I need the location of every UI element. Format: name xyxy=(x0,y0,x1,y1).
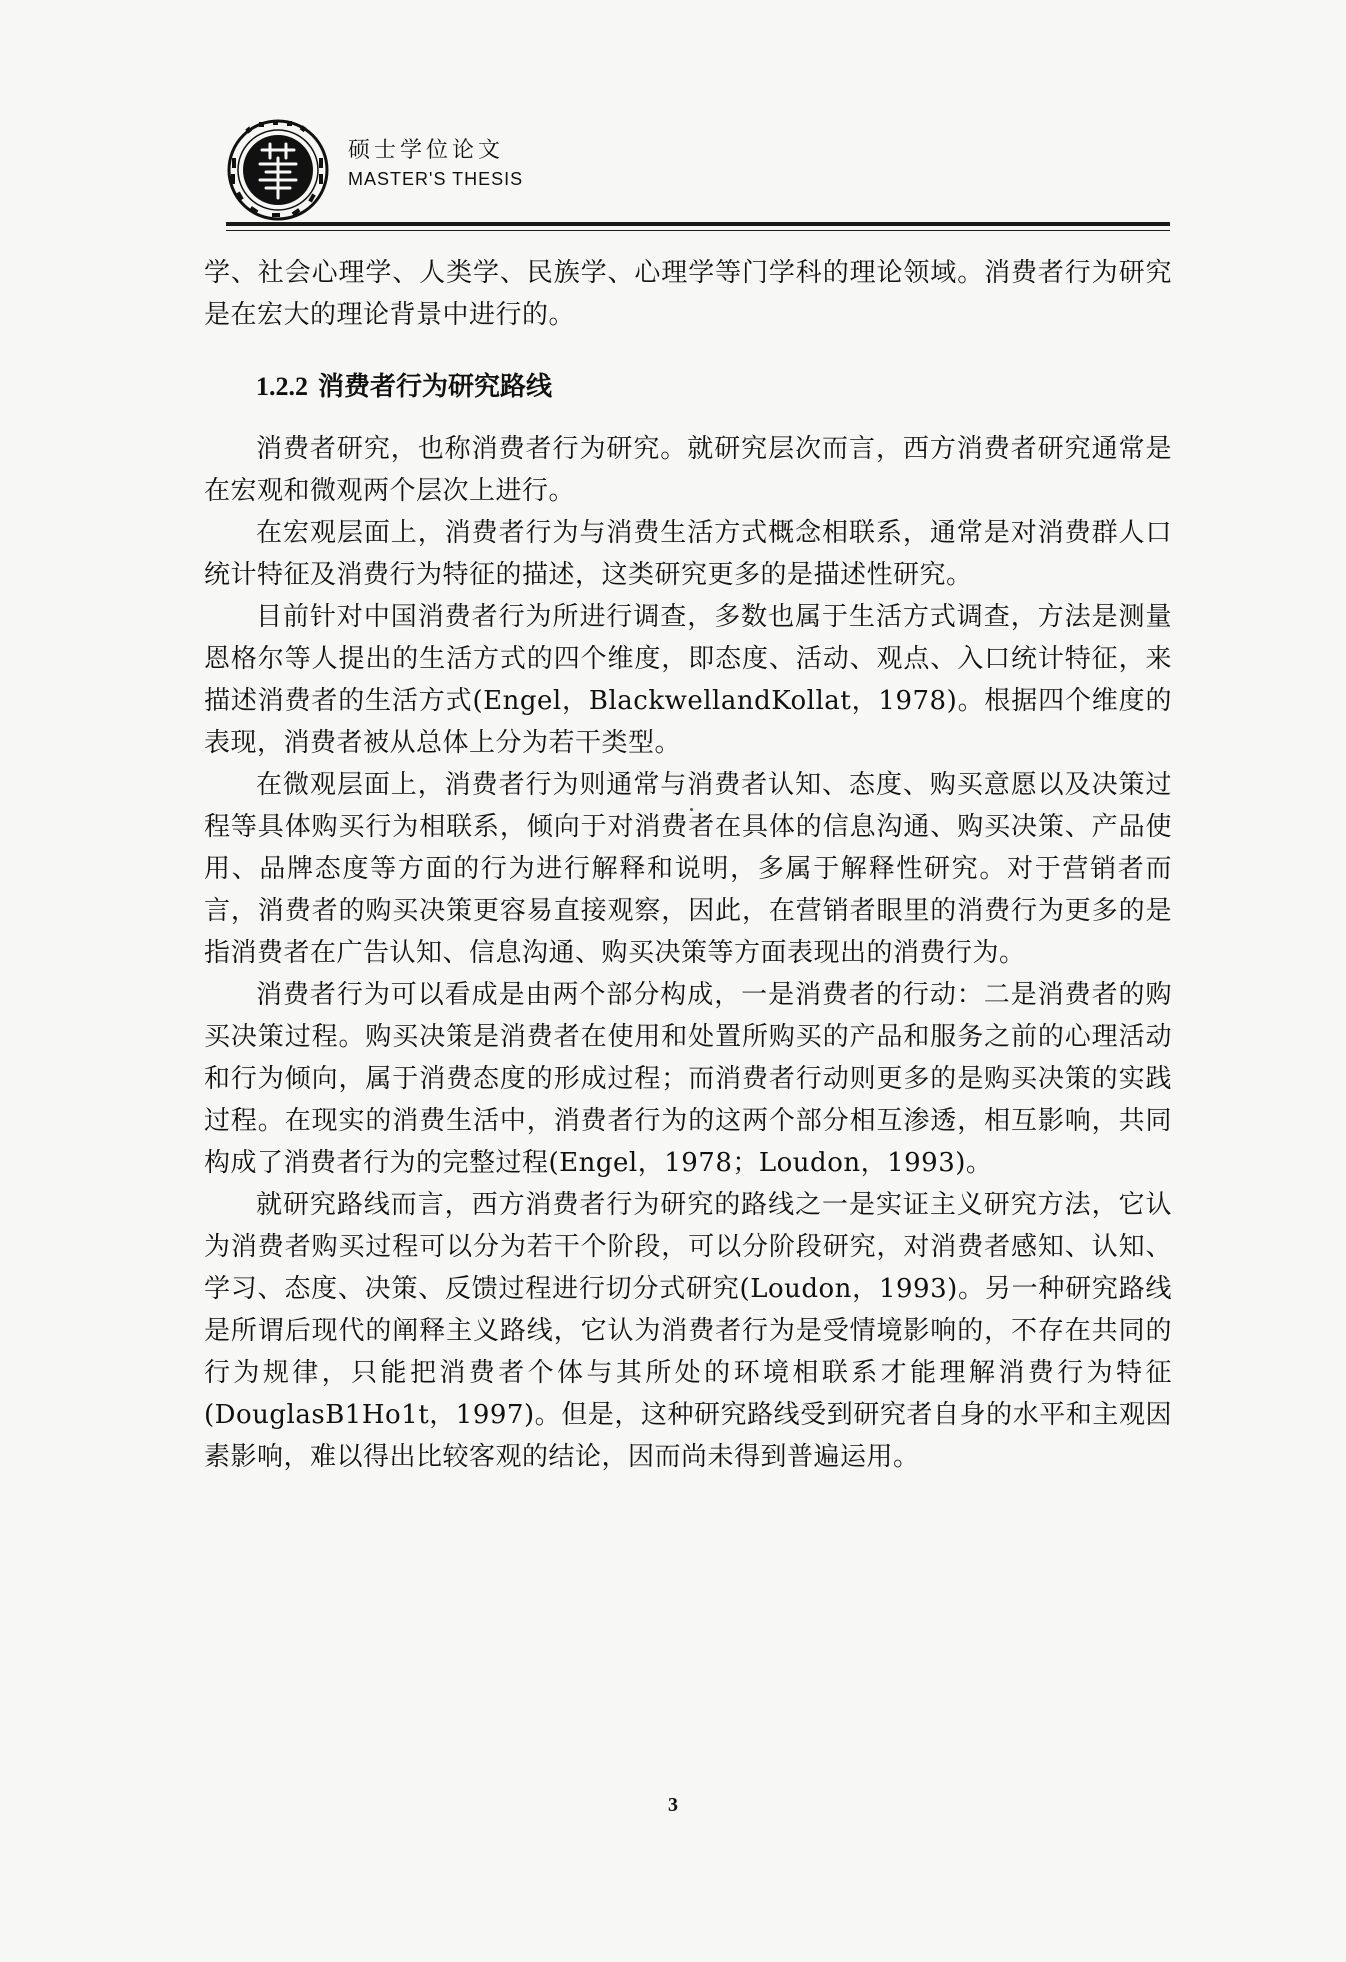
seal-emblem-icon xyxy=(226,118,330,222)
body-paragraph: 消费者行为可以看成是由两个部分构成，一是消费者的行动：二是消费者的购买决策过程。购买决策是消费者在使用和处置所购买的产品和服务之前的心理活动和行为倾向，属于消费态度的形成过程；而消费者行动则更多的是购买决策的实践过程。在现实的消费生活中，消费者行为的这两个部分相互渗透，相互影响，共同构成了消费者行为的完整过程(Engel，1978；Loudon，1993)。 xyxy=(204,980,1172,1178)
header-text-block xyxy=(348,136,523,192)
header-rule-thick xyxy=(226,222,1170,226)
scan-speck xyxy=(690,808,693,811)
body-paragraph: 目前针对中国消费者行为所进行调查，多数也属于生活方式调查，方法是测量恩格尔等人提出的生活方式的四个维度，即态度、活动、观点、入口统计特征，来描述消费者的生活方式(Engel，BlackwellandKollat，1978)。根据四个维度的表现，消费者被从总体上分为若干类型。 xyxy=(204,602,1172,758)
section-heading xyxy=(204,366,1172,408)
body-paragraph: 消费者研究，也称消费者行为研究。就研究层次而言，西方消费者研究通常是在宏观和微观两个层次上进行。 xyxy=(204,434,1172,506)
body-paragraph: 就研究路线而言，西方消费者行为研究的路线之一是实证主义研究方法，它认为消费者购买过程可以分为若干个阶段，可以分阶段研究，对消费者感知、认知、学习、态度、决策、反馈过程进行切分式研究(Loudon，1993)。另一种研究路线是所谓后现代的阐释主义路线，它认为消费者行为是受情境影响的，不存在共同的行为规律，只能把消费者个体与其所处的环境相联系才能理解消费行为特征(DouglasB1Ho1t，1997)。但是，这种研究路线受到研究者自身的水平和主观因素影响，难以得出比较客观的结论，因而尚未得到普遍运用。 xyxy=(204,1190,1172,1472)
section-number: 1.2.2 xyxy=(256,372,308,401)
page-number: 3 xyxy=(668,1794,678,1816)
continuation-paragraph: 学、社会心理学、人类学、民族学、心理学等门学科的理论领域。消费者行为研究是在宏大的理论背景中进行的。 xyxy=(204,258,1172,330)
page-header xyxy=(226,118,1146,228)
thesis-type-subtitle: MASTER'S THESIS xyxy=(348,169,524,189)
section-title: 消费者行为研究路线 xyxy=(318,372,553,402)
body-paragraph: 在微观层面上，消费者行为则通常与消费者认知、态度、购买意愿以及决策过程等具体购买行为相联系，倾向于对消费者在具体的信息沟通、购买决策、产品使用、品牌态度等方面的行为进行解释和说明，多属于解释性研究。对于营销者而言，消费者的购买决策更容易直接观察，因此，在营销者眼里的消费行为更多的是指消费者在广告认知、信息沟通、购买决策等方面表现出的消费行为。 xyxy=(204,770,1172,968)
university-seal-logo xyxy=(226,118,330,222)
main-content xyxy=(204,252,1172,1478)
header-rule-thin xyxy=(226,230,1170,231)
body-paragraph: 在宏观层面上，消费者行为与消费生活方式概念相联系，通常是对消费群人口统计特征及消费行为特征的描述，这类研究更多的是描述性研究。 xyxy=(204,518,1172,590)
thesis-type-title: 硕士学位论文 xyxy=(348,138,505,163)
